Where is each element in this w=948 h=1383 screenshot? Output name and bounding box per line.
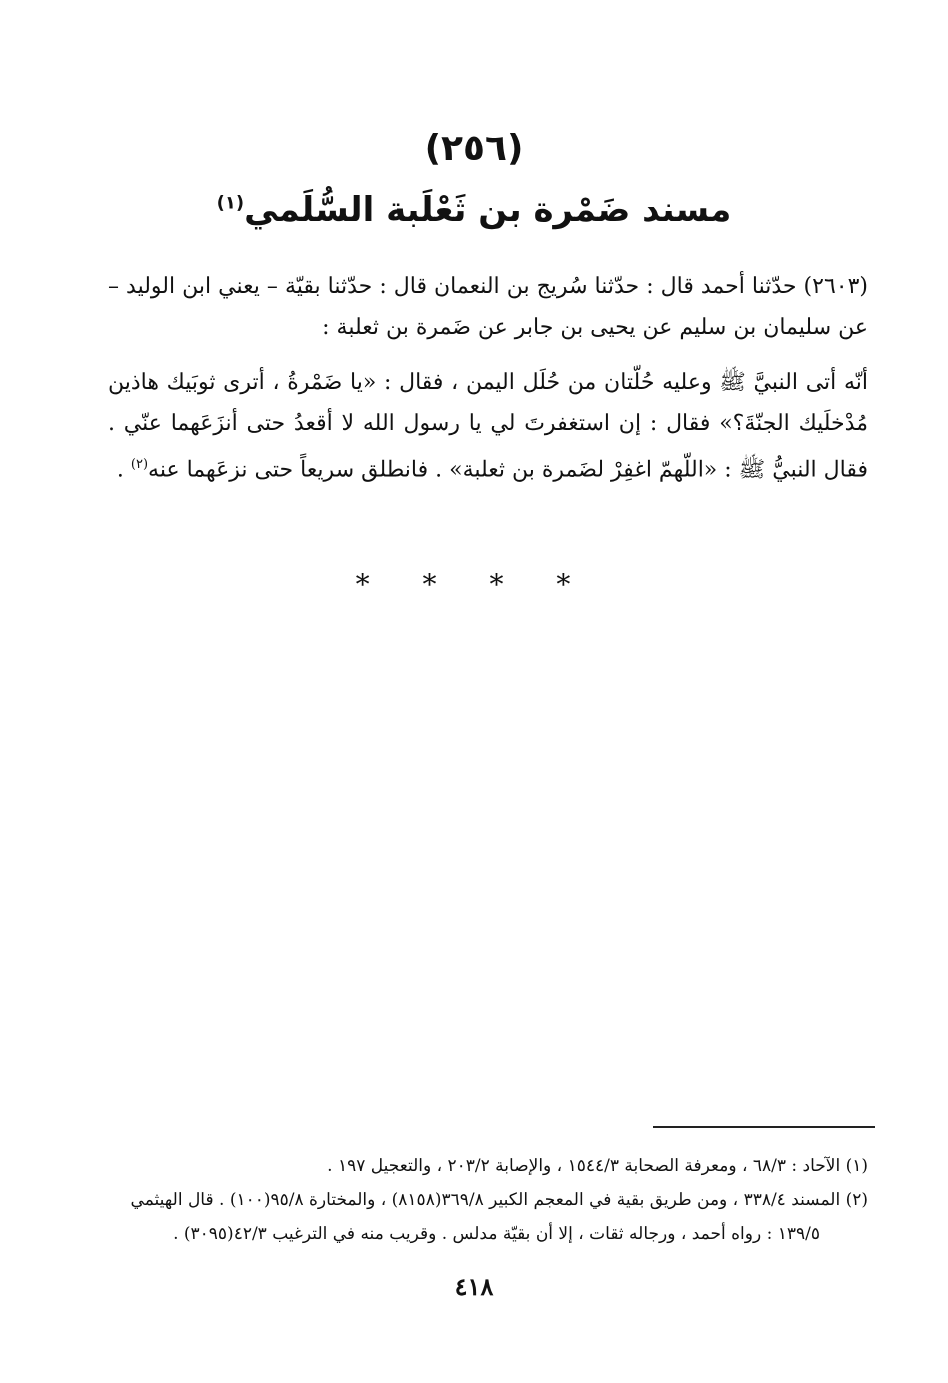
chapter-title [0,190,948,230]
hadith-matn-paragraph [108,362,868,490]
page-number: ٤١٨ [454,1272,494,1301]
hadith-footnote-ref: (٢) [130,457,149,472]
chapter-title-text: مسند ضَمْرة بن ثَعْلَبة السُّلَمي [244,190,732,230]
hadith-body [108,266,868,490]
section-separator: * * * * [355,568,593,601]
footnote-2: (٢) المسند ٣٣٨/٤ ، ومن طريق بقية في المعجم الكبير ٣٦٩/٨(٨١٥٨) ، والمختارة ٩٥/٨(١٠٠) . قال الهيثمي [130,1190,868,1210]
footnotes [108,1149,868,1251]
chapter-title-footnote-ref: (١) [216,192,245,214]
footnote-divider [653,1126,875,1128]
hadith-matn: أنّه أتى النبيَّ ﷺ وعليه حُلّتان من حُلَل اليمن ، فقال : «يا ضَمْرةُ ، أترى ثوبَيك هاذين مُدْخلَيك الجنّةَ؟» فقال : إن استغفرتَ لي يا رسول الله لا أقعدُ حتى أنزَعَهما عنّي . فقال النبيُّ ﷺ : «اللّهمّ اغفِرْ لضَمرة بن ثعلبة» . فانطلق سريعاً حتى نزعَهما عنه [108,370,868,483]
hadith-matn-end: . [116,457,131,483]
footnote-1: (١) الآحاد : ٦٨/٣ ، ومعرفة الصحابة ١٥٤٤/٣ ، والإصابة ٢٠٣/٢ ، والتعجيل ١٩٧ . [327,1156,868,1176]
footnote-2-continuation: ١٣٩/٥ : رواه أحمد ، ورجاله ثقات ، إلا أن بقيّة مدلس . وقريب منه في الترغيب ٤٢/٣(٣٠٩٥) . [173,1224,820,1244]
hadith-isnad: (٢٦٠٣) حدّثنا أحمد قال : حدّثنا سُريج بن النعمان قال : حدّثنا بقيّة – يعني ابن الوليد – عن سليمان بن سليم عن يحيى بن جابر عن ضَمرة بن ثعلبة : [108,274,868,340]
chapter-number: (٢٥٦) [424,128,524,169]
